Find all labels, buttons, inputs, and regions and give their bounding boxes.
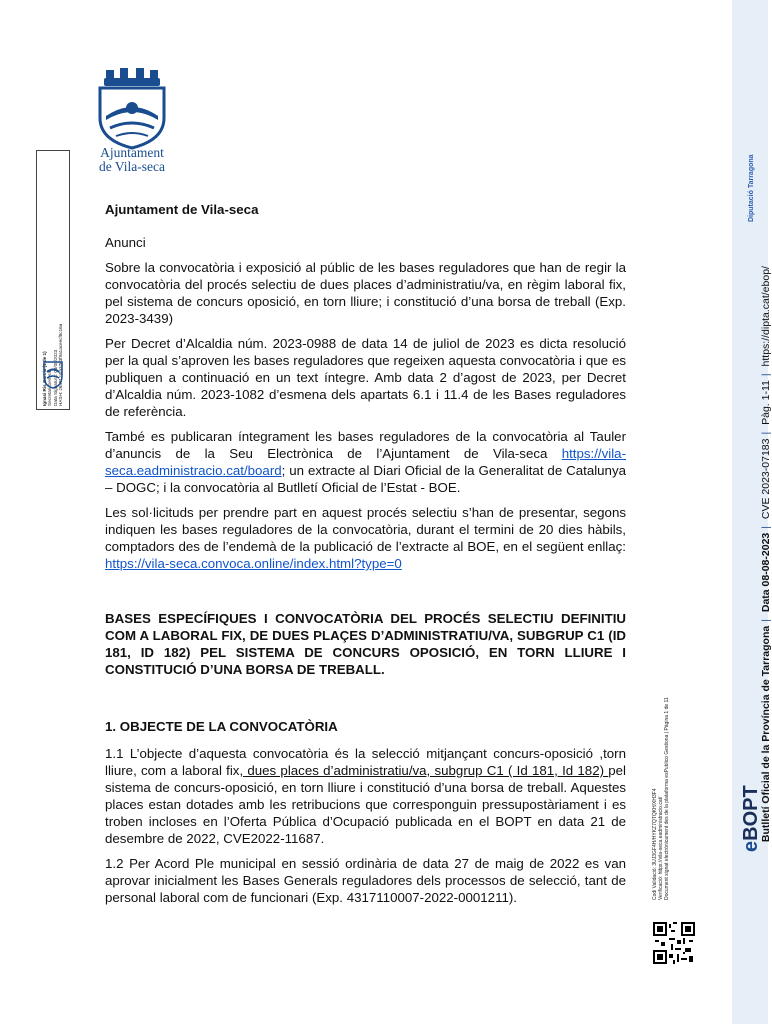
paragraph	[105, 428, 626, 496]
page-indicator: Pàg. 1-11	[760, 380, 772, 425]
brand-name: BOPT	[740, 785, 762, 841]
paragraph-text: També es publicaran íntegrament les bases reguladores de la convocatòria al Tauler d’anuncis de la Seu Electrònica de l’Ajuntament de Vila-seca	[105, 429, 626, 461]
paragraph: Per Decret d’Alcaldia núm. 2023-0988 de data 14 de juliol de 2023 es dicta resolució per la qual s’aproven les bases reguladores que regeixen aquesta convocatòria i que es publiquen a continuació en un text íntegre. Amb data 2 d’agost de 2023, per Decret d’Alcaldia núm. 2023-1082 d’esmena dels apartats 6.1 i 11.4 de les Bases reguladores de referència.	[105, 336, 626, 419]
signature-line: Secretari General	[47, 369, 53, 406]
bases-heading: BASES ESPECÍFIQUES I CONVOCATÒRIA DEL PROCÉS SELECTIU DEFINITIU COM A LABORAL FIX, DE DUES PLAÇES D’ADMINISTRATIU/VA, SUBGRUP C1 (ID 181, ID 182) PEL SISTEMA DE CONCURS OPOSICIÓ, EN TORN LLIURE I CONSTITUCIÓ D’UNA BORSA DE TREBALL.	[105, 611, 626, 677]
bopt-info: Butlletí Oficial de la Província de Tarragona| Data 08-08-2023| CVE 2023-07183| Pàg. 1-11| https://dipta.cat/ebop/	[760, 266, 772, 843]
cve-code: CVE 2023-07183	[760, 438, 772, 520]
signature-line: Ignasi Ris Garcia (1 de 1)	[42, 351, 47, 406]
paragraph-text: 1.1 L’objecte d’aquesta convocatòria és la selecció mitjançant concurs-oposició ,torn lliure, com a laboral fix	[105, 746, 626, 778]
verification-text	[652, 650, 670, 900]
publication-name: Butlletí Oficial de la Província de Tarragona	[760, 625, 772, 843]
paragraph	[105, 504, 626, 572]
underlined-text: , dues places d’administratiu/va, subgrup C1 ( Id 181, Id 182)	[239, 763, 609, 778]
verification-line: Document signat electrònicament des de la plataforma esPublico Gestiona | Pàgina 1 de 11	[664, 697, 670, 900]
verification-line: Verificació: https://vila-seca.eadministracio.cat/	[658, 796, 664, 900]
signature-line: HASH: 2647124fa3763f9a1aceecf8c16a	[58, 323, 64, 406]
paragraph: Sobre la convocatòria i exposició al públic de les bases reguladores que han de regir la convocatòria del procés selectiu de dues places d’administratiu/va, en règim laboral fix, pel sistema de concurs oposició, en torn lliure; i constitució d’una borsa de treball (Exp. 2023-3439)	[105, 260, 626, 326]
signature-line: Data Signatura: 03/08/2023	[52, 349, 58, 406]
diputacio-label: Diputació Tarragona	[748, 154, 755, 222]
ebop-link[interactable]: https://dipta.cat/ebop/	[760, 266, 772, 367]
document-type: Anunci	[105, 235, 146, 250]
paragraph-text: ; un extracte al Diari Oficial de la Generalitat de Catalunya – DOGC; i la convocatòria al Butlletí Oficial de l’Estat - BOE.	[105, 463, 626, 495]
qr-code-icon	[653, 922, 695, 964]
section-title: 1. OBJECTE DE LA CONVOCATÒRIA	[105, 719, 338, 734]
brand-e: e	[740, 840, 762, 852]
organization-name: Ajuntament de Vila-seca	[105, 202, 259, 217]
verification-line: Codi Validació: 3UJ3GF4H/HYKZ7QTQKH/XH3F4	[652, 788, 658, 900]
signature-seal-icon	[42, 360, 64, 390]
logo-line-1: Ajuntament	[100, 145, 164, 160]
paragraph-text: Les sol·licituds per prendre part en aquest procés selectiu s’han de presentar, segons indiquen les bases reguladores de la convocatòria, durant el termini de 20 dies hàbils, comptadors des de l’endemà de la publicació de l’extracte al BOE, en el següent enllaç:	[105, 505, 626, 554]
board-link[interactable]: https://vila-seca.eadministracio.cat/board	[105, 446, 626, 478]
paragraph	[105, 745, 626, 847]
paragraph: 1.2 Per Acord Ple municipal en sessió ordinària de data 27 de maig de 2022 es van aprovar inicialment les Bases Generals reguladores dels processos de selecció, tant de personal laboral com de funcionari (Exp. 4317110007-2022-0001211).	[105, 856, 626, 905]
publication-date: Data 08-08-2023	[760, 532, 772, 613]
convoca-link[interactable]: https://vila-seca.convoca.online/index.html?type=0	[105, 556, 402, 571]
paragraph-text: pel sistema de concurs-oposició, en torn lliure i constitució d’una borsa de treball. Aquestes places estan dotades amb les retribucions que corresponguin pressupostàriament i es troben incloses en l’Oferta Pública d’Ocupació publicada en el BOPT en data 21 de desembre de 2022, CVE2022-11687.	[105, 763, 627, 846]
logo-line-2: de Vila-seca	[98, 159, 166, 174]
logo-text	[86, 146, 178, 174]
document-body	[105, 201, 626, 906]
